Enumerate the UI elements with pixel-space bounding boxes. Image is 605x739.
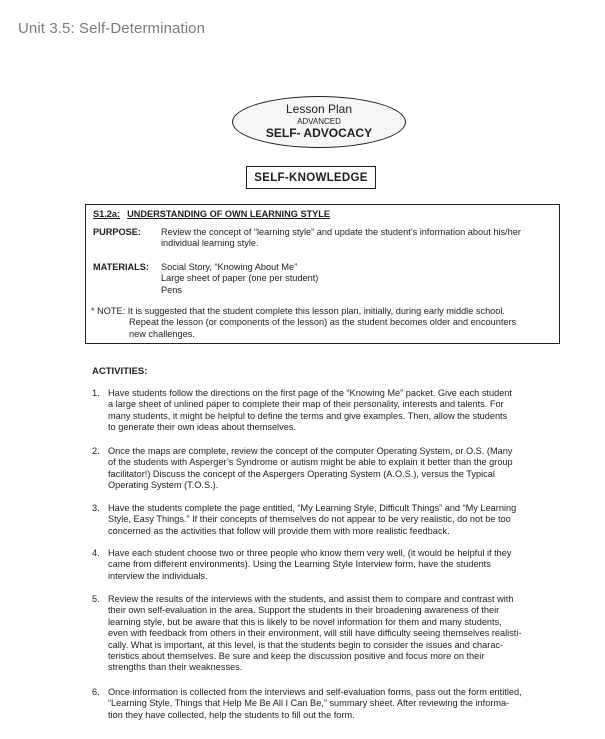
materials-list bbox=[161, 262, 546, 296]
activity-number: 4. bbox=[92, 548, 100, 558]
activity-line: Have the students complete the page entitled, “My Learning Style, Difficult Things” and “My Learning bbox=[108, 503, 517, 513]
unit-header: Unit 3.5: Self-Determination bbox=[18, 20, 206, 37]
activity-line: a large sheet of unlined paper to complete their map of their personality, interests and talents. For bbox=[108, 399, 504, 410]
note-line: * NOTE: It is suggested that the student complete this lesson plan, initially, during early middle school. bbox=[91, 306, 505, 316]
activity-line: Have each student choose two or three people who know them very well, (it would be helpful if they bbox=[108, 548, 512, 558]
activity-line: their own self-evaluation in the area. Support the students in their broadening awareness of their bbox=[108, 605, 500, 616]
activity-line: many students, it might be helpful to define the terms and give examples. Then, allow the students bbox=[108, 410, 508, 421]
activity-line: Review the results of the interviews with the students, and assist them to compare and contrast with bbox=[108, 594, 514, 604]
topic-title: SELF-KNOWLEDGE bbox=[254, 171, 368, 184]
note-line: new challenges. bbox=[129, 328, 195, 339]
topic-box bbox=[246, 166, 376, 189]
material-item: Large sheet of paper (one per student) bbox=[161, 273, 319, 284]
note bbox=[91, 306, 553, 340]
activity-line: Once information is collected from the interviews and self-evaluation forms, pass out the form entitled, bbox=[108, 687, 522, 697]
activity-number: 3. bbox=[92, 503, 100, 513]
objective-box bbox=[85, 204, 560, 344]
activity-line: teristics about themselves. Be sure and keep the discussion positive and focus more on their bbox=[108, 651, 485, 662]
activity-line: even with feedback from others in their environment, will still have difficulty seeing themselves realisti- bbox=[108, 628, 522, 639]
activity-text bbox=[108, 388, 536, 434]
material-item: Pens bbox=[161, 284, 182, 295]
objective-title: UNDERSTANDING OF OWN LEARNING STYLE bbox=[127, 209, 331, 219]
activity-line: Style, Easy Things.” If their concepts of themselves do not appear to be very realistic, do not be too bbox=[108, 514, 511, 525]
lesson-level: ADVANCED bbox=[297, 117, 341, 126]
activity-text bbox=[108, 503, 536, 537]
activity-line: tion they have collected, help the students to fill out the form. bbox=[108, 709, 355, 720]
purpose-text bbox=[161, 227, 546, 250]
activity-number: 6. bbox=[92, 687, 100, 697]
activity-line: to generate their own ideas about themselves. bbox=[108, 422, 296, 433]
activity-line: “Learning Style, Things that Help Me Be All I Can Be,” summary sheet. After reviewing the informa- bbox=[108, 698, 510, 709]
activity-line: learning style, but be aware that this is likely to be novel information for them and many students, bbox=[108, 616, 502, 627]
purpose-line: Review the concept of “learning style” and update the student’s information about his/her bbox=[161, 227, 521, 237]
activity-text bbox=[108, 446, 536, 492]
material-item: Social Story, “Knowing About Me” bbox=[161, 262, 298, 272]
activity-line: came from different environments). Using the Learning Style Interview form, have the students bbox=[108, 559, 491, 570]
objective-code: S1.2a: bbox=[93, 209, 121, 219]
activity-line: facilitator!) Discuss the concept of the Aspergers Operating System (A.O.S.), versus the Typical bbox=[108, 468, 495, 479]
lesson-subject: SELF- ADVOCACY bbox=[265, 126, 373, 140]
activities-heading: ACTIVITIES: bbox=[92, 366, 148, 377]
activity-line: Have students follow the directions on the first page of the “Knowing Me” packet. Give each student bbox=[108, 388, 512, 398]
activity-line: concerned as the activities that follow will provide them with more realistic feedback. bbox=[108, 525, 450, 536]
activity-line: of the students with Asperger’s Syndrome or autism might be able to explain it better than the group bbox=[108, 457, 513, 468]
activity-text bbox=[108, 548, 536, 582]
activity-line: Operating System (T.O.S.). bbox=[108, 480, 219, 491]
materials-label: MATERIALS: bbox=[93, 262, 149, 272]
activity-line: cally. What is important, at this level, is that the students begin to consider the issues and charac- bbox=[108, 639, 504, 650]
activity-line: interview the individuals. bbox=[108, 570, 208, 581]
purpose-line: individual learning style. bbox=[161, 238, 259, 249]
objective-heading bbox=[93, 209, 330, 220]
activity-number: 1. bbox=[92, 388, 100, 398]
note-line: Repeat the lesson (or components of the lesson) as the student becomes older and encounters bbox=[129, 317, 517, 328]
lesson-plan-oval bbox=[232, 96, 406, 148]
activity-number: 2. bbox=[92, 446, 100, 456]
activity-text bbox=[108, 687, 536, 721]
purpose-label: PURPOSE: bbox=[93, 227, 141, 237]
lesson-plan-title: Lesson Plan bbox=[285, 102, 353, 116]
activity-line: Once the maps are complete, review the concept of the computer Operating System, or O.S. (Many bbox=[108, 446, 513, 456]
activity-number: 5. bbox=[92, 594, 100, 604]
activity-line: strengths than their weaknesses. bbox=[108, 662, 243, 673]
activity-text bbox=[108, 594, 536, 674]
